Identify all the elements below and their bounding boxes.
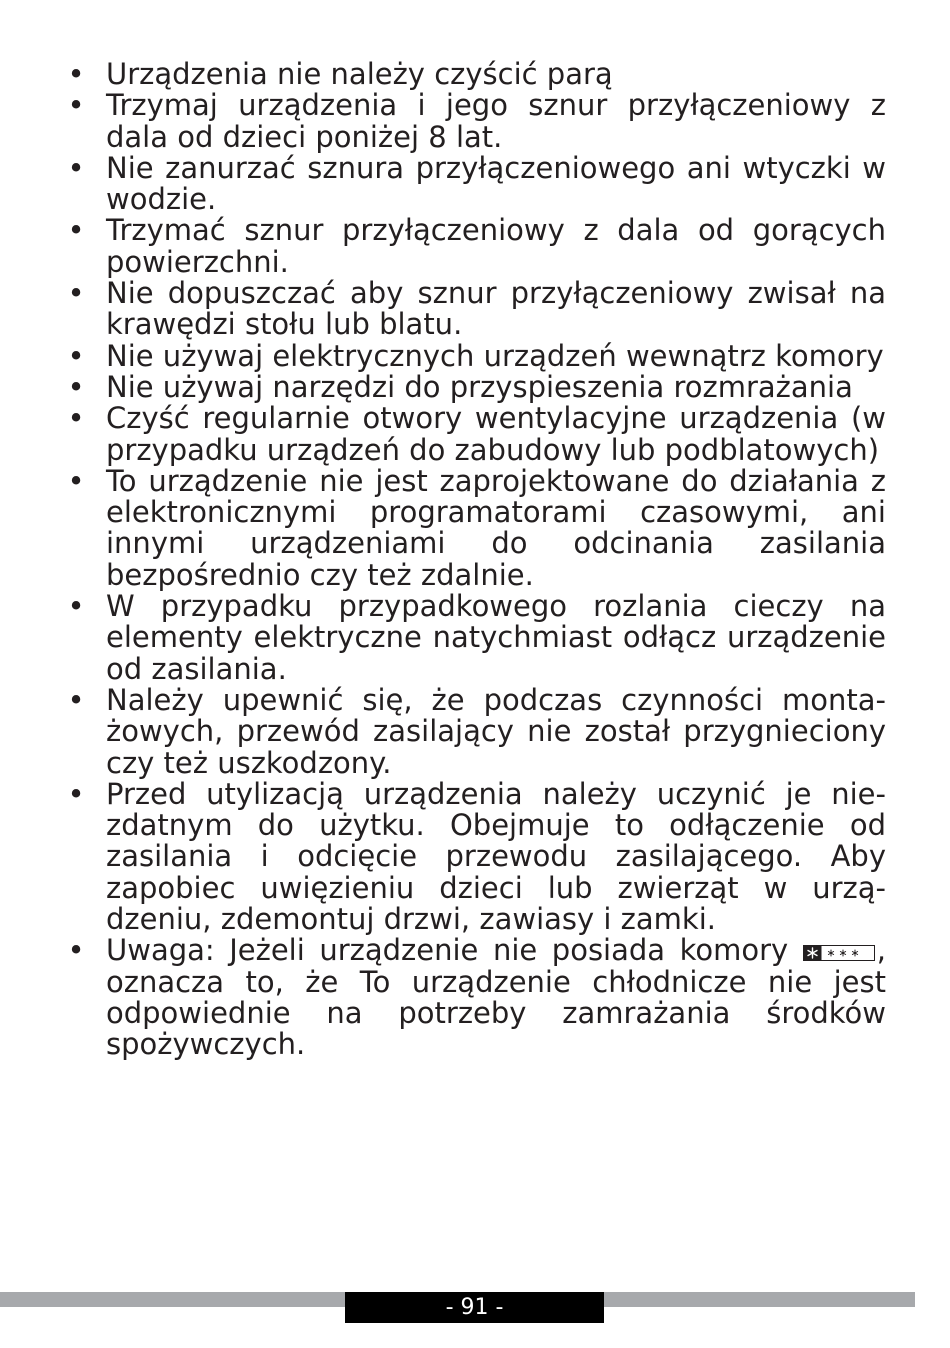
list-item xyxy=(66,591,886,685)
list-item xyxy=(66,776,886,937)
bullet-marker: • xyxy=(67,401,85,436)
list-item xyxy=(66,150,886,217)
list-item xyxy=(66,403,886,466)
list-item-text: To urządzenie nie jest zaprojektowane do działania z elektronicznymi programatorami czasowymi, ani innymi urządzeniami do odcinania zasilania bezpośrednio czy też zdalnie. xyxy=(106,463,886,592)
list-item-text: W przypadku przypadkowego rozlania cieczy na elementy elektryczne natychmiast odłącz urządzenie od zasilania. xyxy=(106,589,886,686)
bullet-marker: • xyxy=(67,213,85,248)
list-item-text: Nie zanurzać sznura przyłączeniowego ani wtyczki w wodzie. xyxy=(106,150,886,217)
list-item-text: Trzymać sznur przyłączeniowy z dala od gorących powierzchni. xyxy=(106,213,886,279)
list-item xyxy=(66,463,886,592)
list-item xyxy=(66,338,886,373)
page-number: - 91 - xyxy=(345,1292,604,1323)
list-item xyxy=(66,59,886,90)
list-item-warning xyxy=(66,935,886,1060)
safety-instructions xyxy=(66,59,886,1061)
list-item-text: Należy upewnić się, że podczas czynności montażowych, przewód zasilający nie został przygnieciony czy też uszkodzony. xyxy=(106,682,886,780)
bullet-marker: • xyxy=(67,88,85,123)
bullet-marker: • xyxy=(67,369,85,404)
list-item-text: Nie dopuszczać aby sznur przyłączeniowy zwisał na krawędzi stołu lub blatu. xyxy=(106,276,886,342)
list-item xyxy=(66,682,886,780)
bullet-list xyxy=(66,59,886,1061)
freezer-four-star-icon xyxy=(803,945,875,961)
list-item-text: Urządzenia nie należy czyścić parą xyxy=(106,57,613,91)
warning-text-before-icon: Uwaga: Jeżeli urządzenie nie posiada komory xyxy=(106,933,803,968)
bullet-marker: • xyxy=(67,150,85,185)
list-item xyxy=(66,215,886,278)
bullet-marker: • xyxy=(67,463,85,498)
list-item-text: Nie używaj narzędzi do przyspieszenia rozmrażania xyxy=(106,369,853,404)
list-item-text: Czyść regularnie otwory wentylacyjne urządzenia (w przypadku urządzeń do zabudowy lub podblatowych) xyxy=(106,401,886,467)
list-item-text: Nie używaj elektrycznych urządzeń wewnątrz komory xyxy=(106,338,884,373)
warning-text-after-icon: , oznacza to, że To urządzenie chłodnicze nie jest odpowiednie na potrzeby zamrażania środków spożywczych. xyxy=(106,933,886,1062)
list-item-text: Przed utylizacją urządzenia należy uczynić je niezdatnym do użytku. Obejmuje to odłączenie od zasilania i odcięcie przewodu zasilającego. Aby zapobiec uwięzieniu dzieci lub zwierząt w urządzeniu, zdemontuj drzwi, zawiasy i zamki. xyxy=(106,776,886,937)
list-item xyxy=(66,278,886,341)
bullet-marker: • xyxy=(67,338,85,373)
bullet-marker: • xyxy=(67,682,85,717)
bullet-marker: • xyxy=(67,933,85,968)
bullet-marker: • xyxy=(67,276,85,311)
list-item-text: Trzymaj urządzenia i jego sznur przyłączeniowy z dala od dzieci poniżej 8 lat. xyxy=(106,88,886,154)
bullet-marker: • xyxy=(67,57,85,91)
list-item xyxy=(66,369,886,404)
list-item xyxy=(66,90,886,153)
bullet-marker: • xyxy=(67,589,85,624)
bullet-marker: • xyxy=(67,776,85,811)
